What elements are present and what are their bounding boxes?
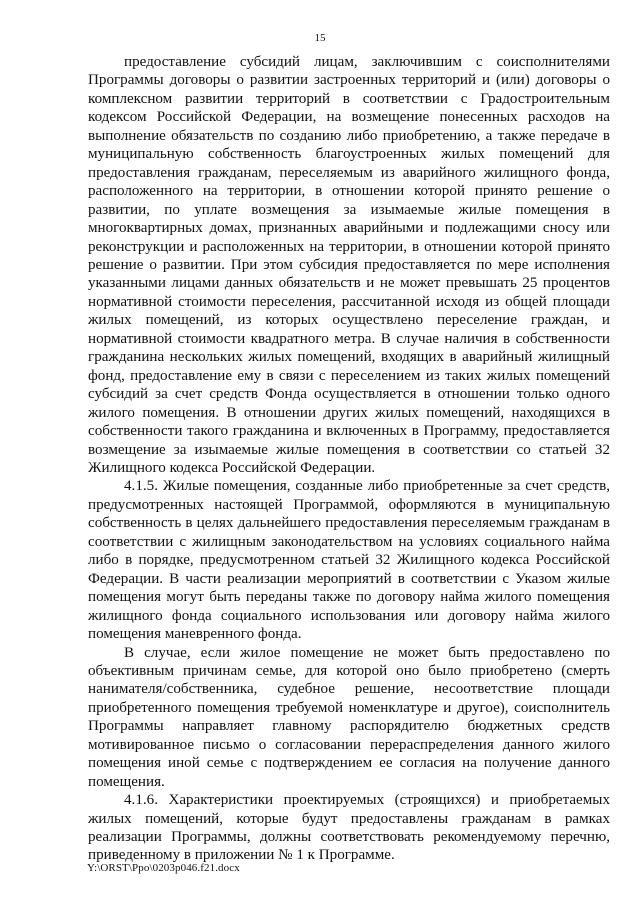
document-body bbox=[88, 53, 610, 865]
paragraph-reallocation: В случае, если жилое помещение не может быть предоставлено по объективным причинам семье, для которой оно было приобретено (смерть нанимателя/собственника, судебное решение, несоответствие площади приобретенного помещения требуемой номенклатуре и другое), соисполнитель Программы направляет главному распорядителю бюджетных средств мотивированное письмо о согласовании перераспределения данного жилого помещения иной семье с подтверждением ее согласия на получение данного помещения. bbox=[88, 644, 610, 790]
paragraph-subsidies: предоставление субсидий лицам, заключившим с соисполнителями Программы договоры о развитии застроенных территорий и (или) договоры о комплексном развитии территорий в соответствии с Градостроительным кодексом Российской Федерации, на возмещение понесенных расходов на выполнение обязательств по созданию либо приобретению, а также передаче в муниципальную собственность благоустроенных жилых помещений для предоставления гражданам, переселяемым из аварийного жилищного фонда, расположенного на территории, в отношении которой принято решение о развитии, по уплате возмещения за изымаемые жилые помещения в многоквартирных домах, признанных аварийными и подлежащими сносу или реконструкции и расположенных на территории, в отношении которой принято решение о развитии. При этом субсидия предоставляется по мере исполнения указанными лицами данных обязательств и не может превышать 25 процентов нормативной стоимости переселения, рассчитанной исходя из общей площади жилых помещений, из которых осуществлено переселение граждан, и нормативной стоимости квадратного метра. В случае наличия в собственности гражданина нескольких жилых помещений, входящих в аварийный жилищный фонд, предоставление ему в связи с переселением из таких жилых помещений субсидий за счет средств Фонда осуществляется в отношении только одного жилого помещения. В отношении других жилых помещений, находящихся в собственности такого гражданина и включенных в Программу, предоставляется возмещение за изымаемые жилые помещения в соответствии со статьей 32 Жилищного кодекса Российской Федерации. bbox=[88, 54, 610, 476]
paragraph-4-1-6: 4.1.6. Характеристики проектируемых (строящихся) и приобретаемых жилых помещений, которые будут предоставлены гражданам в рамках реализации Программы, должны соответствовать рекомендуемому перечню, приведенному в приложении № 1 к Программе. bbox=[88, 792, 610, 864]
page-number: 15 bbox=[314, 32, 326, 44]
footer-file-path: Y:\ORST\Ppo\0203p046.f21.docx bbox=[87, 862, 240, 874]
paragraph-4-1-5: 4.1.5. Жилые помещения, созданные либо приобретенные за счет средств, предусмотренных настоящей Программой, оформляются в муниципальную собственность в целях дальнейшего предоставления переселяемым гражданам в соответствии с жилищным законодательством на условиях социального найма либо в порядке, предусмотренном статьей 32 Жилищного кодекса Российской Федерации. В части реализации мероприятий в соответствии с Указом жилые помещения могут быть переданы также по договору найма жилого помещения жилищного фонда социального использования или договору найма жилого помещения маневренного фонда. bbox=[88, 478, 610, 643]
